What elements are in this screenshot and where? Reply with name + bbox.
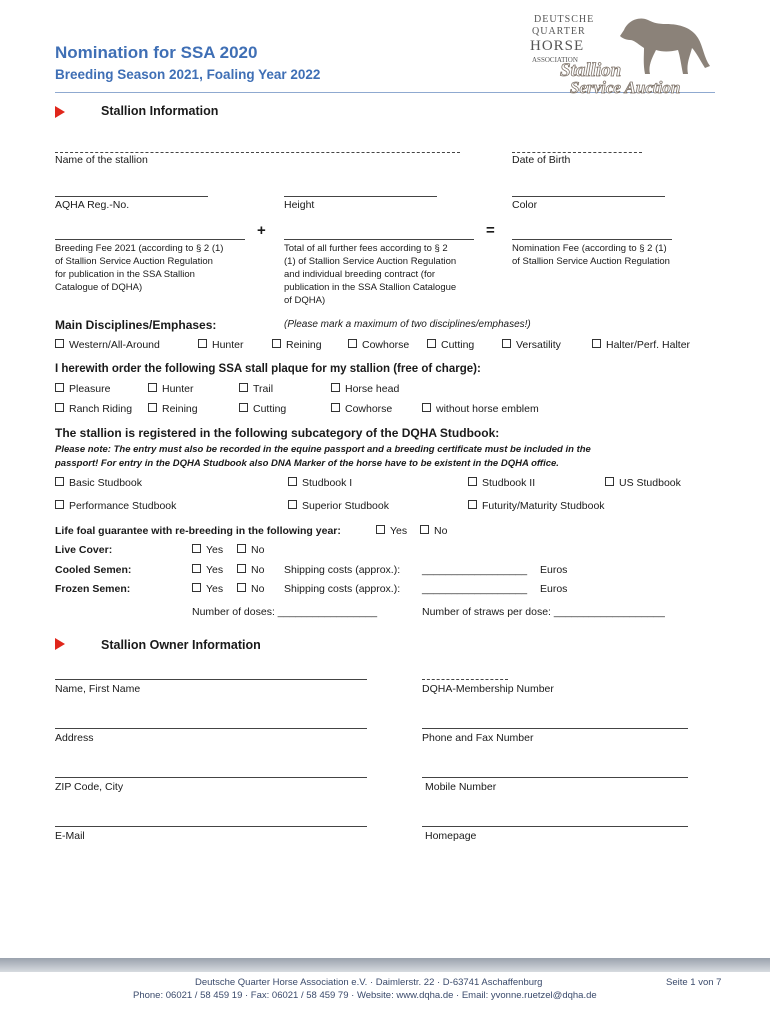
checkbox[interactable] — [331, 403, 340, 412]
height-field[interactable] — [284, 196, 437, 197]
aqha-reg-field[interactable] — [55, 196, 208, 197]
checkbox[interactable] — [348, 339, 357, 348]
studbook-heading: The stallion is registered in the following subcategory of the DQHA Studbook: — [55, 426, 500, 440]
checkbox[interactable] — [148, 383, 157, 392]
checkbox[interactable] — [468, 477, 477, 486]
studbook-i[interactable]: Studbook I — [288, 477, 352, 489]
studbook-basic[interactable]: Basic Studbook — [55, 477, 142, 489]
live-cover-yes[interactable]: Yes — [192, 544, 223, 556]
logo-script-stallion: Stallion — [560, 60, 622, 81]
height-label: Height — [284, 199, 315, 211]
checkbox[interactable] — [55, 383, 64, 392]
studbook-ii[interactable]: Studbook II — [468, 477, 535, 489]
checkbox[interactable] — [427, 339, 436, 348]
plaque-reining[interactable]: Reining — [148, 403, 198, 415]
studbook-note-line1: Please note: The entry must also be recorded in the equine passport and a breeding certificate must be included in the — [55, 444, 591, 455]
number-of-straws[interactable]: Number of straws per dose: ___________________ — [422, 606, 665, 618]
checkbox[interactable] — [55, 403, 64, 412]
membership-number-field[interactable] — [422, 679, 508, 680]
membership-number-label: DQHA-Membership Number — [422, 683, 554, 695]
owner-name-label: Name, First Name — [55, 683, 141, 695]
logo-text-horse: HORSE — [530, 38, 585, 54]
checkbox[interactable] — [192, 583, 201, 592]
homepage-label: Homepage — [425, 830, 477, 842]
page-subtitle: Breeding Season 2021, Foaling Year 2022 — [55, 67, 321, 82]
discipline-versatility[interactable]: Versatility — [502, 339, 561, 351]
checkbox[interactable] — [237, 583, 246, 592]
studbook-futurity[interactable]: Futurity/Maturity Studbook — [468, 500, 605, 512]
address-field[interactable] — [55, 728, 367, 729]
checkbox[interactable] — [605, 477, 614, 486]
plaque-hunter[interactable]: Hunter — [148, 383, 194, 395]
section-arrow-icon — [55, 106, 65, 118]
checkbox[interactable] — [237, 564, 246, 573]
breeding-fee-label: Breeding Fee 2021 (according to § 2 (1) of Stallion Service Auction Regulation for publication in the SSA Stallion Catalogue of DQHA) — [55, 243, 224, 293]
mobile-field[interactable] — [422, 777, 688, 778]
stallion-name-label: Name of the stallion — [55, 154, 148, 166]
homepage-field[interactable] — [422, 826, 688, 827]
page-title: Nomination for SSA 2020 — [55, 43, 258, 62]
date-of-birth-field[interactable] — [512, 152, 642, 153]
address-label: Address — [55, 732, 94, 744]
cooled-semen-label: Cooled Semen: — [55, 564, 132, 576]
nomination-fee-field[interactable] — [512, 239, 672, 240]
plaque-cutting[interactable]: Cutting — [239, 403, 286, 415]
checkbox[interactable] — [376, 525, 385, 534]
cooled-shipping-label: Shipping costs (approx.): — [284, 564, 401, 576]
cooled-euros-label: Euros — [540, 564, 568, 576]
studbook-superior[interactable]: Superior Studbook — [288, 500, 389, 512]
studbook-performance[interactable]: Performance Studbook — [55, 500, 176, 512]
discipline-cowhorse[interactable]: Cowhorse — [348, 339, 409, 351]
date-of-birth-label: Date of Birth — [512, 154, 571, 166]
checkbox[interactable] — [237, 544, 246, 553]
plaque-pleasure[interactable]: Pleasure — [55, 383, 110, 395]
discipline-reining[interactable]: Reining — [272, 339, 322, 351]
discipline-halter[interactable]: Halter/Perf. Halter — [592, 339, 690, 351]
checkbox[interactable] — [331, 383, 340, 392]
further-fees-label: Total of all further fees according to § 2 (1) of Stallion Service Auction Regulation and individual breeding contract (for publication in the SSA Stallion Catalogue of DQHA) — [284, 243, 457, 306]
frozen-semen-label: Frozen Semen: — [55, 583, 131, 595]
live-cover-no[interactable]: No — [237, 544, 264, 556]
plaque-no-emblem[interactable]: without horse emblem — [422, 403, 539, 415]
logo-script-service-auction: Service Auction — [570, 78, 681, 97]
breeding-fee-field[interactable] — [55, 239, 245, 240]
zip-city-label: ZIP Code, City — [55, 781, 124, 793]
foal-guarantee-no[interactable]: No — [420, 525, 447, 537]
checkbox[interactable] — [239, 403, 248, 412]
horse-logo-icon — [606, 10, 716, 80]
plaque-trail[interactable]: Trail — [239, 383, 273, 395]
discipline-hunter[interactable]: Hunter — [198, 339, 244, 351]
checkbox[interactable] — [272, 339, 281, 348]
foal-guarantee-yes[interactable]: Yes — [376, 525, 407, 537]
stallion-info-heading: Stallion Information — [101, 104, 219, 118]
plus-sign: + — [257, 222, 266, 239]
live-cover-label: Live Cover: — [55, 544, 113, 556]
checkbox[interactable] — [192, 544, 201, 553]
footer-address: Deutsche Quarter Horse Association e.V. · Daimlerstr. 22 · D-63741 Aschaffenburg — [195, 977, 543, 988]
checkbox[interactable] — [192, 564, 201, 573]
owner-info-heading: Stallion Owner Information — [101, 638, 261, 652]
checkbox[interactable] — [288, 500, 297, 509]
plaque-cowhorse[interactable]: Cowhorse — [331, 403, 392, 415]
checkbox[interactable] — [55, 500, 64, 509]
color-label: Color — [512, 199, 538, 211]
stallion-name-field[interactable] — [55, 152, 460, 153]
logo-text-quarter: QUARTER — [532, 26, 586, 37]
disciplines-heading: Main Disciplines/Emphases: — [55, 318, 217, 332]
logo-text-association: ASSOCIATION — [532, 56, 578, 64]
number-of-doses[interactable]: Number of doses: _________________ — [192, 606, 378, 618]
zip-city-field[interactable] — [55, 777, 367, 778]
email-label: E-Mail — [55, 830, 85, 842]
studbook-note-line2: passport! For entry in the DQHA Studbook also DNA Marker of the horse have to be existent in the DQHA office. — [55, 458, 559, 469]
checkbox[interactable] — [198, 339, 207, 348]
nomination-fee-label: Nomination Fee (according to § 2 (1) of Stallion Service Auction Regulation — [512, 243, 670, 267]
equals-sign: = — [486, 222, 495, 239]
frozen-euros-label: Euros — [540, 583, 568, 595]
section-arrow-icon — [55, 638, 65, 650]
cooled-shipping-field[interactable]: __________________ — [422, 564, 528, 576]
frozen-shipping-field[interactable]: __________________ — [422, 583, 528, 595]
aqha-reg-label: AQHA Reg.-No. — [55, 199, 130, 211]
plaque-heading: I herewith order the following SSA stall plaque for my stallion (free of charge): — [55, 363, 481, 375]
checkbox[interactable] — [468, 500, 477, 509]
cooled-semen-no[interactable]: No — [237, 564, 264, 576]
owner-name-field[interactable] — [55, 679, 367, 680]
checkbox[interactable] — [502, 339, 511, 348]
plaque-horse-head[interactable]: Horse head — [331, 383, 399, 395]
further-fees-field[interactable] — [284, 239, 474, 240]
plaque-ranch-riding[interactable]: Ranch Riding — [55, 403, 132, 415]
checkbox[interactable] — [592, 339, 601, 348]
dqha-logo — [508, 8, 718, 102]
checkbox[interactable] — [288, 477, 297, 486]
discipline-western[interactable]: Western/All-Around — [55, 339, 160, 351]
phone-fax-label: Phone and Fax Number — [422, 732, 534, 744]
checkbox[interactable] — [420, 525, 429, 534]
footer-contact: Phone: 06021 / 58 459 19 · Fax: 06021 / 58 459 79 · Website: www.dqha.de · Email: yvonne.ruetzel@dqha.de — [133, 990, 597, 1001]
disciplines-note: (Please mark a maximum of two disciplines/emphases!) — [284, 319, 531, 330]
phone-fax-field[interactable] — [422, 728, 688, 729]
frozen-semen-yes[interactable]: Yes — [192, 583, 223, 595]
frozen-shipping-label: Shipping costs (approx.): — [284, 583, 401, 595]
checkbox[interactable] — [239, 383, 248, 392]
footer-band — [0, 958, 770, 972]
mobile-label: Mobile Number — [425, 781, 497, 793]
checkbox[interactable] — [148, 403, 157, 412]
page-number: Seite 1 von 7 — [666, 977, 722, 988]
logo-text-deutsche: DEUTSCHE — [534, 14, 595, 25]
discipline-cutting[interactable]: Cutting — [427, 339, 474, 351]
frozen-semen-no[interactable]: No — [237, 583, 264, 595]
checkbox[interactable] — [422, 403, 431, 412]
checkbox[interactable] — [55, 477, 64, 486]
studbook-us[interactable]: US Studbook — [605, 477, 681, 489]
foal-guarantee-label: Life foal guarantee with re-breeding in the following year: — [55, 525, 341, 537]
email-field[interactable] — [55, 826, 367, 827]
color-field[interactable] — [512, 196, 665, 197]
checkbox[interactable] — [55, 339, 64, 348]
cooled-semen-yes[interactable]: Yes — [192, 564, 223, 576]
